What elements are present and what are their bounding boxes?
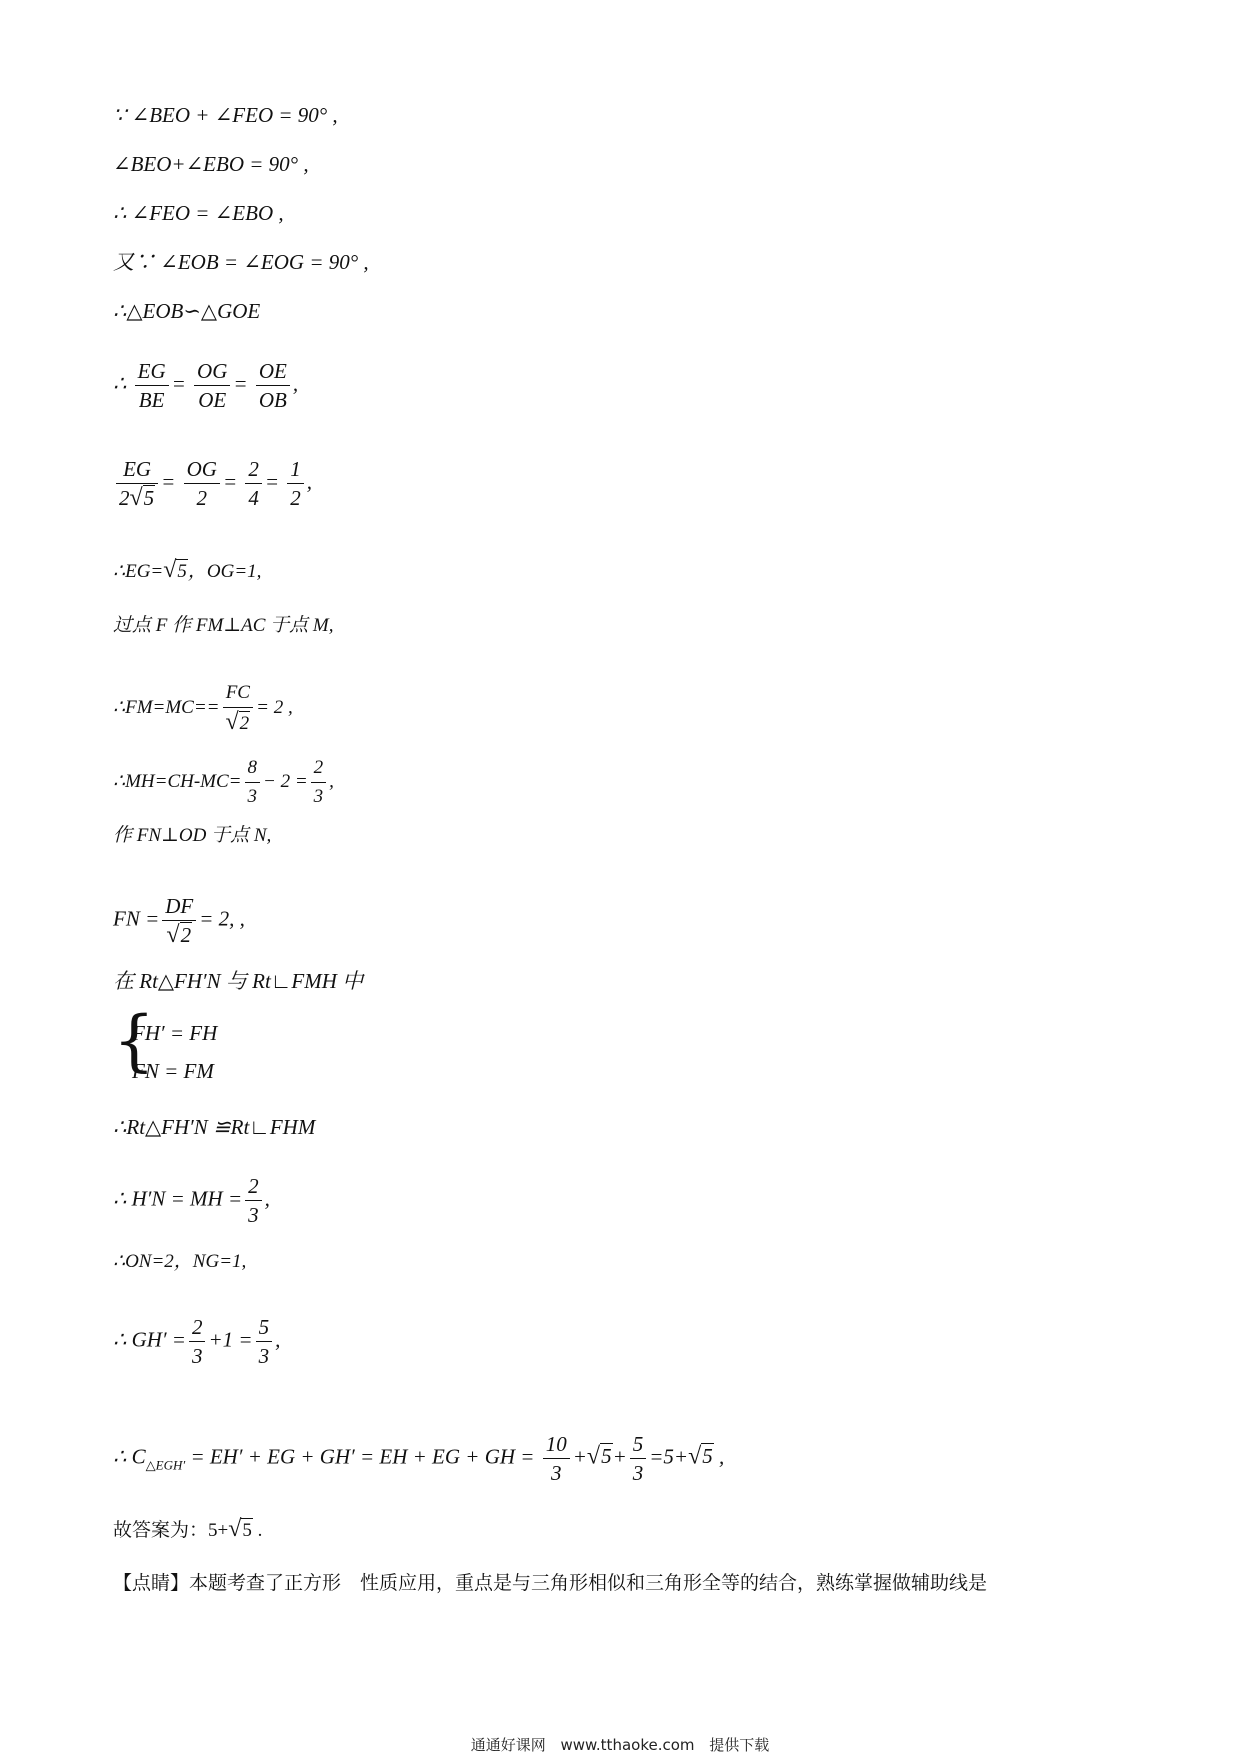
line-6-fraction-equation: ∴ $\frac{EG}{BE}$ = $\frac{OG}{OE}$ = $\frac{OE}{OB}$ , [113,359,299,412]
text: = 2 , [256,696,293,718]
denominator: 2 [290,486,301,510]
text: = 2, , [199,906,245,931]
line-7-ratio-values: $\frac{EG}{2√5}$ = $\frac{OG}{2}$ = $\frac{2}{4}$ = $\frac{1}{2}$ , [113,455,312,512]
line-11: ∴MH=CH-MC= $\frac{8}{3}$ − 2 = $\frac{2}{3}$ , [113,754,334,811]
text: ∴MH=CH-MC= [113,770,242,792]
line-10 [113,679,293,738]
radical-sign: √ [129,485,143,511]
denominator: 4 [248,486,259,510]
text: = EH′ + EG + GH′ = EH + EG + GH = [190,1444,535,1469]
numerator: 10 [543,1430,570,1459]
denominator: 3 [191,1344,203,1368]
fraction [245,1172,262,1229]
line-21-answer: 故答案为：5+√5 . [113,1516,263,1542]
text: 故答案为：5+ [113,1520,229,1541]
fraction [194,357,230,414]
numerator: EG [135,357,169,386]
fraction [256,357,290,414]
footer-url[interactable]: www.tthaoke.com [560,1736,695,1754]
denominator: 3 [258,1344,270,1368]
fraction [256,1313,273,1370]
line-22-comment: 【点睛】本题考查了正方形 性质应用，重点是与三角形相似和三角形全等的结合，熟练掌握做辅助线是 [113,1572,988,1594]
line-18: ∴ON=2，NG=1, [113,1251,247,1272]
fraction [245,754,261,811]
radicand: 5 [242,1520,252,1541]
numerator: OG [184,455,220,484]
line-4: 又∵ ∠EOB = ∠EOG = 90° , [113,250,369,274]
text: ∴FM=MC== [113,696,220,718]
fraction [543,1430,570,1487]
line-9: 过点 F 作 FM⊥AC 于点 M, [113,615,334,636]
text: +1 = [208,1327,253,1352]
radical-sign: √ [228,1516,242,1542]
page-footer [0,1734,1240,1755]
radical-sign: √ [166,922,180,948]
text: − 2 = [263,770,308,792]
denominator [223,708,254,738]
text: + [612,1444,627,1469]
numerator: 2 [245,455,262,484]
line-8 [113,556,261,586]
system-row-2: FN = FM [132,1059,214,1083]
numerator: EG [116,455,158,484]
line-3: ∴ ∠FEO = ∠EBO , [113,201,284,225]
line-13 [113,892,245,949]
numerator: DF [162,892,196,921]
radicand: 5 [702,1444,713,1469]
denominator: 3 [248,1203,259,1227]
text: ∴ GH′ = [113,1327,186,1352]
text: FN = [113,906,160,931]
radical-sign: √ [688,1443,702,1470]
text: ∴ C [113,1444,146,1469]
line-1: ∵ ∠BEO + ∠FEO = 90° , [113,103,338,127]
text: ∴EG= [113,561,164,582]
fraction [630,1430,647,1487]
denominator [162,921,196,949]
line-16: ∴Rt△FH′N ≌Rt∟FHM [113,1115,316,1139]
radical-sign: √ [163,557,177,583]
text: ∴ H′N = MH = [113,1186,243,1211]
denominator: 3 [313,786,324,807]
radicand: 2 [180,923,192,947]
subscript: △EGH′ [145,1457,186,1473]
denominator: 3 [632,1461,644,1485]
footer-site-name: 通通好课网 [470,1736,546,1754]
numerator: 5 [630,1430,647,1459]
fraction [135,357,169,414]
line-14: 在 Rt△FH′N 与 Rt∟FMH 中 [113,969,364,993]
therefore-symbol: ∴ [113,371,127,396]
footer-suffix: 提供下载 [709,1736,770,1754]
numerator: 2 [189,1313,206,1342]
denominator [116,484,158,512]
numerator: FC [223,679,254,708]
system-brace: { [113,1002,155,1079]
fraction [287,455,304,512]
fraction [162,892,196,949]
numerator: 5 [256,1313,273,1342]
denominator: 3 [247,786,258,807]
fraction [116,455,158,512]
line-20-perimeter: ∴ $C_{\triangle EGH'} = EH'$ + EG + GH′ = EH + EG + GH = $\frac{10}{3}$ +√5+ $\frac{5}{3}$ =5+√5 , [113,1432,725,1485]
numerator: OE [256,357,290,386]
numerator: 2 [245,1172,262,1201]
line-17: ∴ H′N = MH = $\frac{2}{3}$ , [113,1174,270,1227]
fraction [245,455,262,512]
denominator: 3 [550,1461,562,1485]
numerator: 2 [311,754,327,783]
fraction [189,1313,206,1370]
fraction [184,455,220,512]
coefficient: 2 [119,486,130,510]
numerator: 8 [245,754,261,783]
text: =5+ [649,1444,689,1469]
line-19: ∴ GH′ = $\frac{2}{3}$ +1 = $\frac{5}{3}$ , [113,1315,281,1368]
denominator: BE [138,388,165,412]
radicand: 5 [177,561,187,582]
line-2: ∠BEO+∠EBO = 90° , [113,152,309,176]
fraction [311,754,327,811]
radical-sign: √ [225,709,239,735]
radicand: 5 [143,486,155,510]
fraction [223,679,254,738]
denominator: OE [198,388,227,412]
denominator: OB [258,388,287,412]
system-row-1: FH′ = FH [132,1021,218,1045]
radicand: 2 [239,713,250,734]
numerator: 1 [287,455,304,484]
line-5: ∴△EOB∽△GOE [113,299,261,323]
denominator: 2 [196,486,208,510]
line-12: 作 FN⊥OD 于点 N, [113,825,272,846]
text: ，OG=1, [187,561,262,582]
numerator: OG [194,357,230,386]
text: + [572,1444,587,1469]
radical-sign: √ [586,1443,601,1470]
radicand: 5 [601,1444,612,1469]
